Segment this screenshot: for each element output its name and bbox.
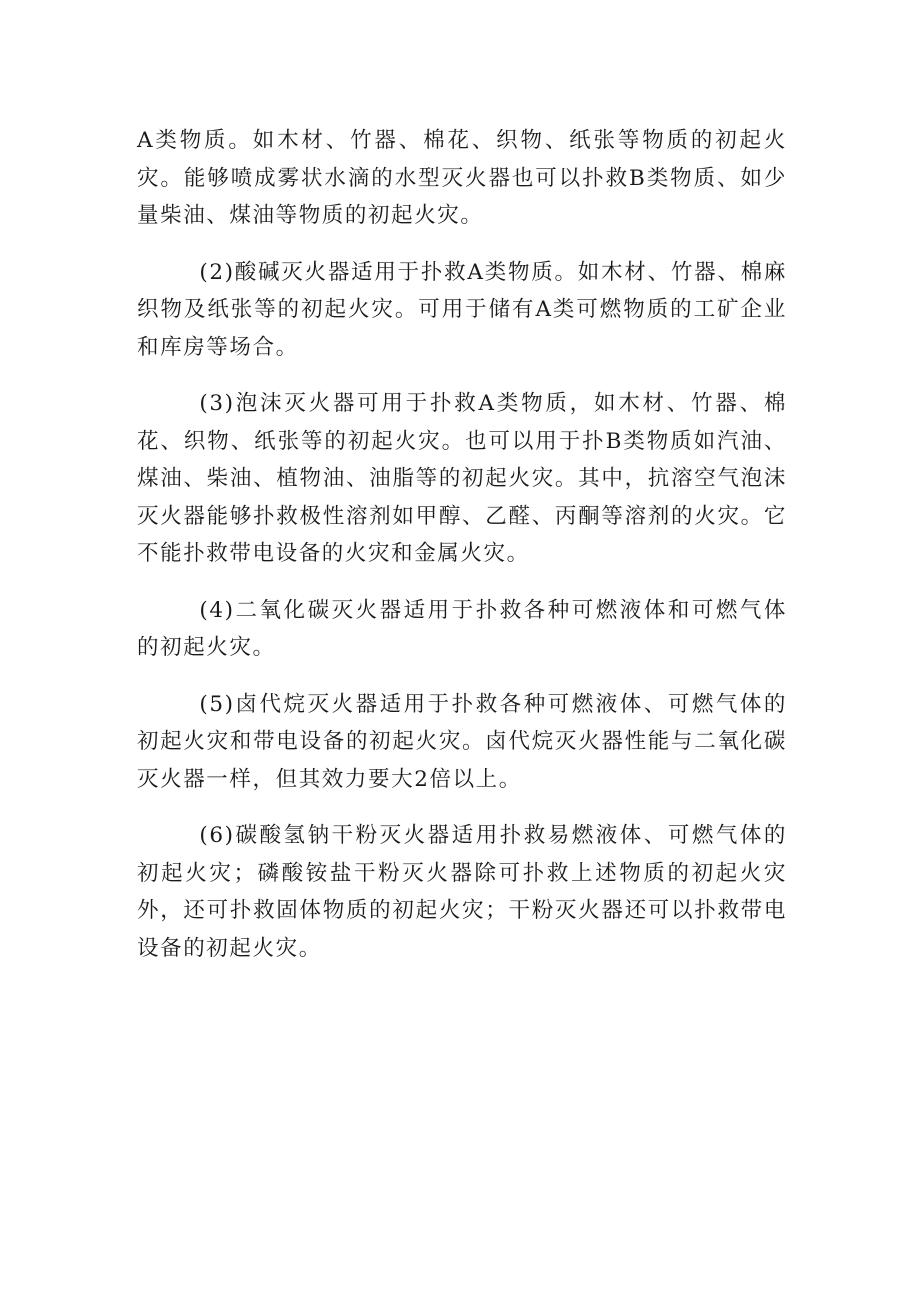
paragraph-item-6: (6)碳酸氢钠干粉灭火器适用扑救易燃液体、可燃气体的初起火灾；磷酸铵盐干粉灭火器除可扑救上述物质的初起火灾外，还可扑救固体物质的初起火灾；干粉灭火器还可以扑救带电设备的初起火灾。 bbox=[137, 823, 787, 961]
paragraph-item-3: (3)泡沫灭火器可用于扑救A类物质，如木材、竹器、棉花、织物、纸张等的初起火灾。也可以用于扑B类物质如汽油、煤油、柴油、植物油、油脂等的初起火灾。其中，抗溶空气泡沫灭火器能够扑救极性溶剂如甲醇、乙醛、丙酮等溶剂的火灾。它不能扑救带电设备的火灾和金属火灾。 bbox=[137, 391, 787, 566]
paragraph-item-5: (5)卤代烷灭火器适用于扑救各种可燃液体、可燃气体的初起火灾和带电设备的初起火灾。卤代烷灭火器性能与二氧化碳灭火器一样，但其效力要大2倍以上。 bbox=[137, 691, 787, 792]
paragraph-continuation: A类物质。如木材、竹器、棉花、织物、纸张等物质的初起火灾。能够喷成雾状水滴的水型灭火器也可以扑救B类物质、如少量柴油、煤油等物质的初起火灾。 bbox=[137, 128, 787, 228]
paragraph-item-4: (4)二氧化碳灭火器适用于扑救各种可燃液体和可燃气体的初起火灾。 bbox=[137, 597, 787, 660]
paragraph-item-2: (2)酸碱灭火器适用于扑救A类物质。如木材、竹器、棉麻织物及纸张等的初起火灾。可用于储有A类可燃物质的工矿企业和库房等场合。 bbox=[137, 259, 787, 360]
document-body bbox=[137, 122, 787, 986]
